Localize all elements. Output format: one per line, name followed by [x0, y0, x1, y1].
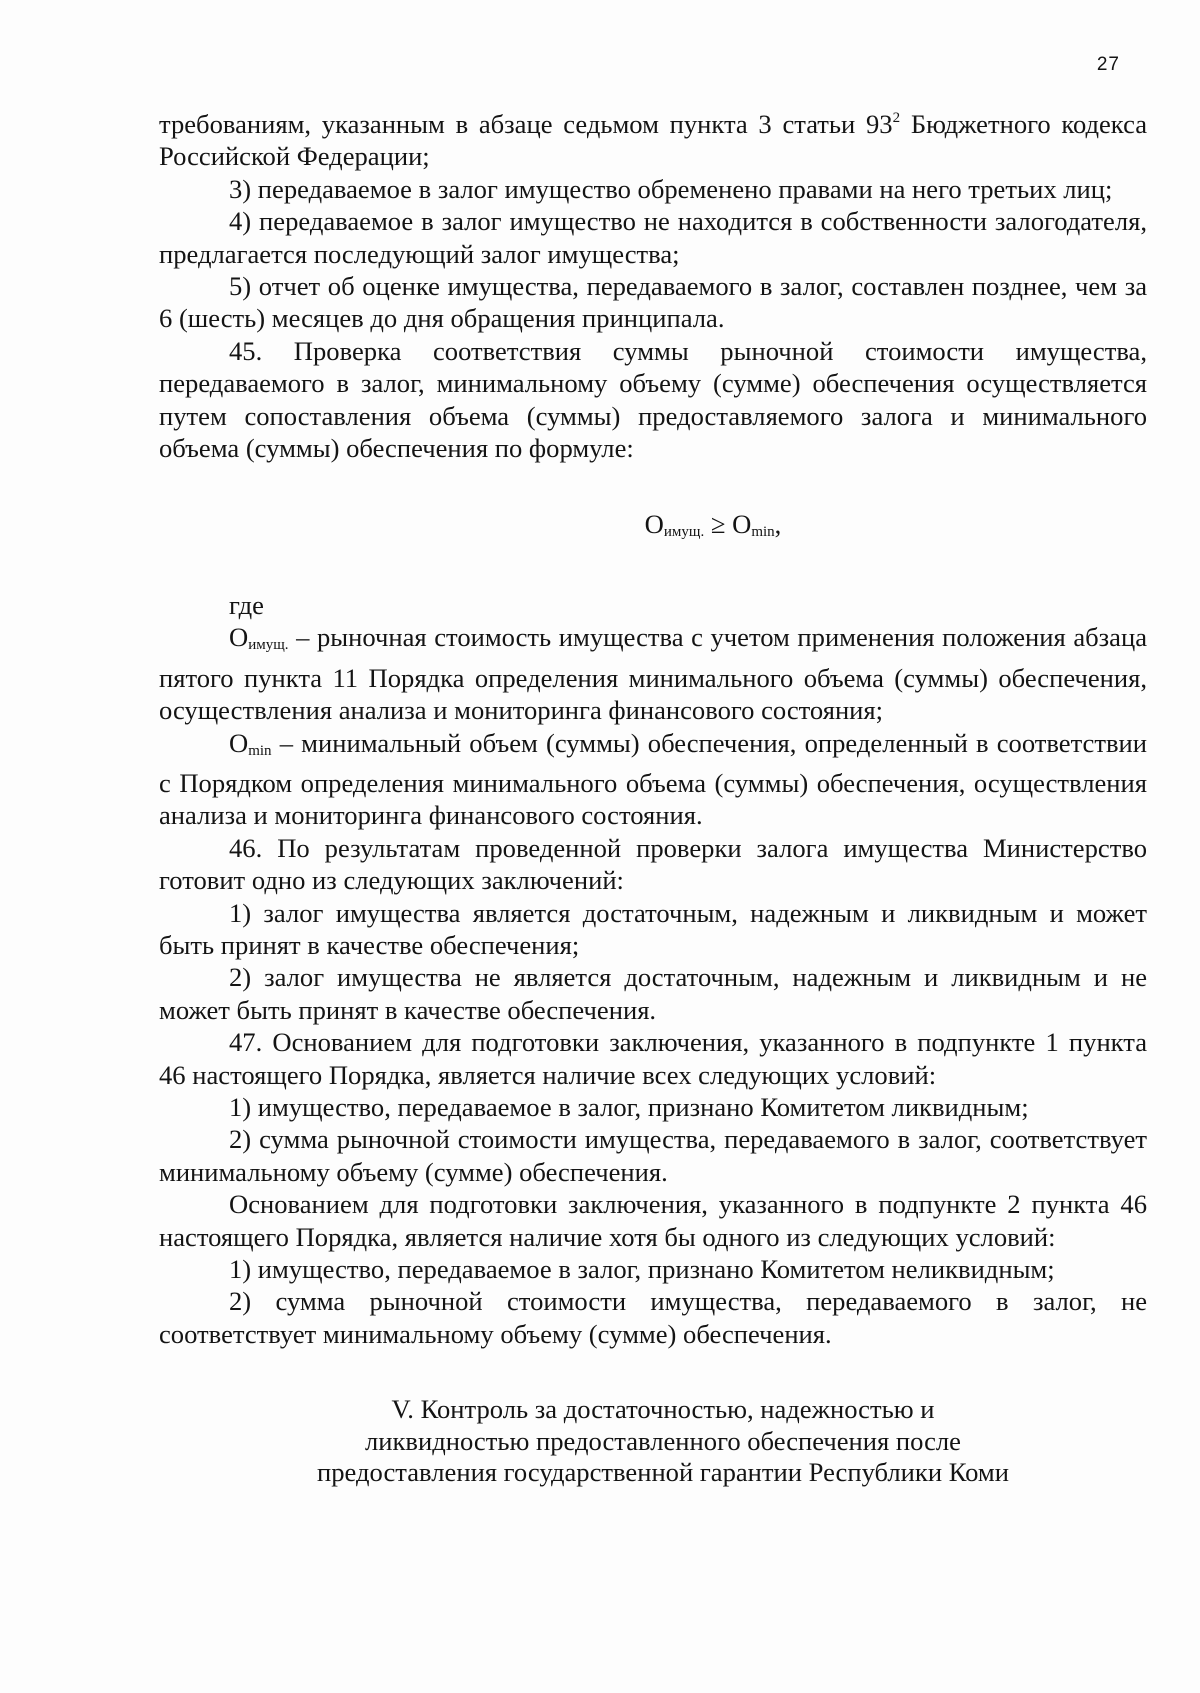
clause-47: 47. Основанием для подготовки заключения, указанного в подпункте 1 пункта 46 настоящего Порядка, является наличие всех следующих условий:: [159, 1027, 1147, 1090]
paragraph-continuation: [159, 108, 1147, 173]
superscript: 2: [892, 110, 901, 126]
clause-46-item-2: 2) залог имущества не является достаточным, надежным и ликвидным и не может быть принят в качестве обеспечения.: [159, 962, 1147, 1025]
formula-tail: ,: [774, 509, 782, 540]
formula-lhs-subscript: имущ.: [663, 524, 705, 541]
formula-lhs: O: [644, 509, 664, 540]
list-item-5: 5) отчет об оценке имущества, передаваемого в залог, составлен позднее, чем за 6 (шесть) месяцев до дня обращения принципала.: [159, 271, 1147, 334]
definition-symbol: O: [229, 622, 249, 653]
clause-47-alt: Основанием для подготовки заключения, указанного в подпункте 2 пункта 46 настоящего Порядка, является наличие хотя бы одного из следующих условий:: [159, 1189, 1147, 1252]
section-heading-line-2: ликвидностью предоставленного обеспечения после: [365, 1425, 961, 1456]
paragraph-text: Бюджетного кодекса Российской Федерации;: [159, 109, 1147, 172]
clause-46-item-1: 1) залог имущества является достаточным, надежным и ликвидным и может быть принят в качестве обеспечения;: [159, 897, 1147, 960]
clause-47-item-1: 1) имущество, передаваемое в залог, признано Комитетом ликвидным;: [229, 1091, 1029, 1122]
clause-46: 46. По результатам проведенной проверки залога имущества Министерство готовит одно из следующих заключений:: [159, 832, 1147, 896]
section-heading-line-1: V. Контроль за достаточностью, надежностью и: [391, 1394, 935, 1425]
definition-symbol: O: [229, 727, 249, 758]
section-heading: [159, 1394, 1147, 1489]
page-number: 27: [1096, 54, 1120, 75]
definition-text: – рыночная стоимость имущества с учетом применения положения абзаца пятого пункта 11 Порядка определения минимального объема (суммы) обеспечения, осуществления анализа и мониторинга финансового состояния;: [159, 622, 1147, 726]
definition-o-min: [159, 727, 1147, 832]
paragraph-text: требованиям, указанным в абзаце седьмом пункта 3 статьи 93: [159, 109, 893, 139]
formula-operator: ≥: [704, 509, 733, 540]
definition-text: – минимальный объем (суммы) обеспечения, определенный в соответствии с Порядком определения минимального объема (суммы) обеспечения, осуществления анализа и мониторинга финансового состояния.: [159, 727, 1147, 831]
document-body: [159, 108, 1147, 1489]
list-item-4: 4) передаваемое в залог имущество не находится в собственности залогодателя, предлагается последующий залог имущества;: [159, 206, 1147, 269]
formula: [159, 508, 1147, 548]
list-item-3: 3) передаваемое в залог имущество обременено правами на него третьих лиц;: [229, 173, 1113, 204]
definition-subscript: имущ.: [248, 637, 289, 654]
definition-subscript: min: [248, 742, 272, 759]
definition-o-property: [159, 621, 1147, 726]
section-heading-line-3: предоставления государственной гарантии Республики Коми: [317, 1457, 1009, 1488]
formula-rhs: O: [732, 509, 752, 540]
formula-rhs-subscript: min: [751, 524, 775, 541]
clause-47-alt-item-2: 2) сумма рыночной стоимости имущества, передаваемого в залог, не соответствует минимальному объему (сумме) обеспечения.: [159, 1286, 1147, 1349]
clause-47-item-2: 2) сумма рыночной стоимости имущества, передаваемого в залог, соответствует минимальному объему (сумме) обеспечения.: [159, 1124, 1147, 1187]
where-label: где: [229, 589, 264, 620]
clause-47-alt-item-1: 1) имущество, передаваемое в залог, признано Комитетом неликвидным;: [229, 1254, 1055, 1284]
clause-45: 45. Проверка соответствия суммы рыночной стоимости имущества, передаваемого в залог, минимальному объему (сумме) обеспечения осуществляется путем сопоставления объема (суммы) предоставляемого залога и минимального объема (суммы) обеспечения по формуле:: [159, 335, 1147, 464]
